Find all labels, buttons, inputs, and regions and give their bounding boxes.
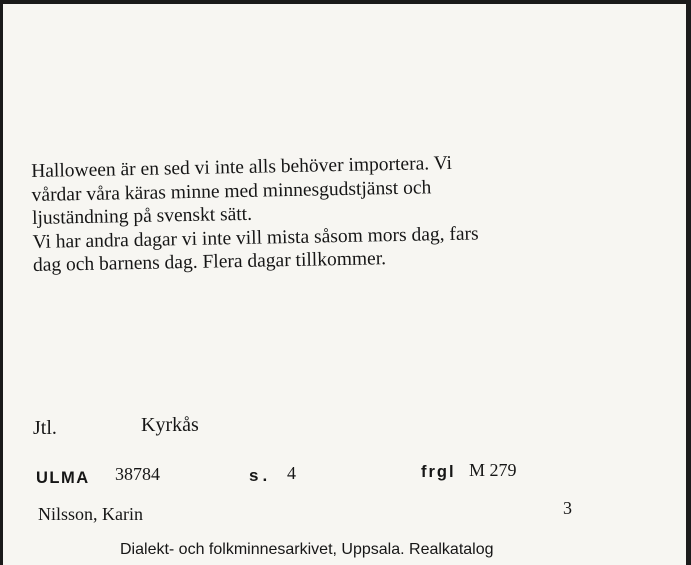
text-line: vårdar våra käras minne med minnesgudstjänst och xyxy=(31,176,432,206)
text-line: dag och barnens dag. Flera dagar tillkommer. xyxy=(32,248,387,276)
ulma-label: ULMA xyxy=(36,469,90,487)
s-label: s. xyxy=(249,466,272,485)
s-number: 4 xyxy=(287,463,296,483)
ulma-number: 38784 xyxy=(115,464,160,484)
page-number: 3 xyxy=(563,498,572,518)
text-line: ljuständning på svenskt sätt. xyxy=(31,203,253,229)
text-line: Halloween är en sed vi inte alls behöver importera. Vi xyxy=(31,152,453,182)
informant-name: Nilsson, Karin xyxy=(38,504,143,524)
frgl-number: M 279 xyxy=(469,460,517,480)
card-body-text xyxy=(31,148,653,277)
jtl-label: Jtl. xyxy=(33,417,57,439)
text-line: Vi har andra dagar vi inte vill mista såsom mors dag, fars xyxy=(32,222,479,253)
frgl-label: frgl xyxy=(421,463,456,481)
archive-footer: Dialekt- och folkminnesarkivet, Uppsala. Realkatalog xyxy=(120,541,494,558)
scan-edge xyxy=(686,0,691,565)
place-name: Kyrkås xyxy=(141,414,199,436)
